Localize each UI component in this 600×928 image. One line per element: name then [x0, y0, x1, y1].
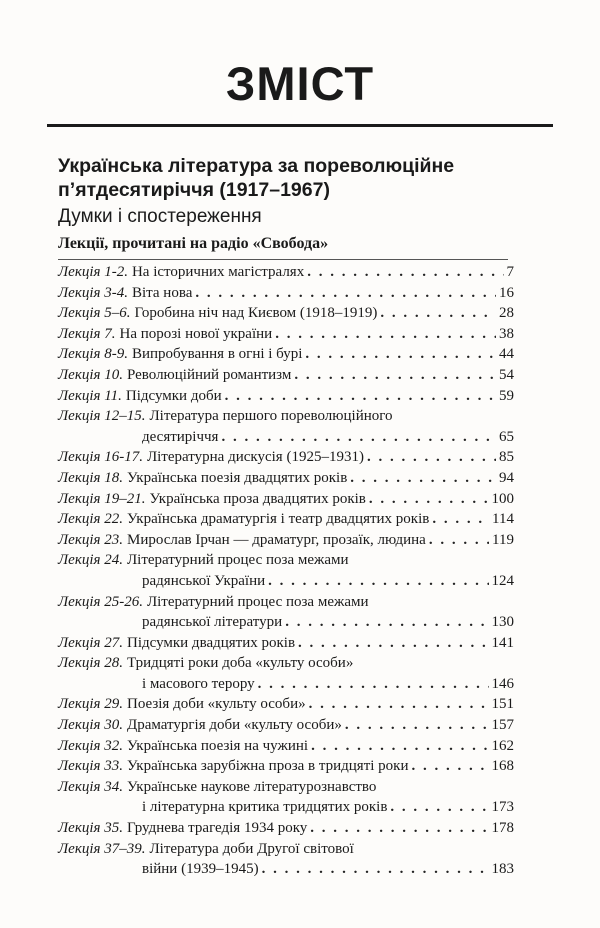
entry-title: Українське наукове літературознавство: [126, 778, 377, 795]
page-number: 59: [499, 387, 514, 404]
lecture-label: Лекція 28.: [58, 655, 123, 672]
lecture-label: Лекція 33.: [58, 758, 123, 775]
toc-entry: [58, 324, 514, 345]
toc-entry: [58, 818, 514, 839]
lecture-label: Лекція 23.: [58, 531, 123, 548]
dot-leader: [369, 489, 489, 510]
page-number: 54: [499, 366, 514, 383]
page-number: 173: [491, 799, 514, 816]
toc-entry: [58, 633, 514, 654]
lecture-label: Лекція 27.: [58, 634, 123, 651]
toc-entry: [58, 694, 514, 715]
toc-entry: [58, 303, 514, 324]
entry-title: Літературний процес поза межами: [146, 593, 369, 610]
entry-title-continuation: і літературна критика тридцятих років: [142, 799, 388, 816]
lecture-label: Лекція 22.: [58, 511, 123, 528]
page-number: 85: [499, 449, 514, 466]
dot-leader: [225, 386, 496, 407]
page-number: 65: [499, 428, 514, 445]
entry-title: Літературний процес поза межами: [126, 552, 349, 569]
entry-title: Революційний романтизм: [126, 366, 292, 383]
lecture-label: Лекція 18.: [58, 469, 123, 486]
entry-title-continuation: війни (1939–1945): [142, 861, 259, 878]
dot-leader: [262, 859, 489, 880]
lecture-label: Лекція 8-9.: [58, 346, 128, 363]
entry-title: На порозі нової україни: [119, 325, 273, 342]
toc-entry: [58, 550, 514, 571]
dot-leader: [307, 262, 503, 283]
toc-entry: [58, 365, 514, 386]
toc-entry: [58, 262, 514, 283]
lecture-label: Лекція 19–21.: [58, 490, 146, 507]
entry-title-continuation: радянської України: [142, 572, 266, 589]
dot-leader: [258, 674, 489, 695]
entry-title: Українська поезія двадцятих років: [126, 469, 348, 486]
page-number: 44: [499, 346, 514, 363]
entry-title: Горобина ніч над Києвом (1918–1919): [134, 305, 378, 322]
page-number: 38: [499, 325, 514, 342]
page-number: 94: [499, 469, 514, 486]
book-title-line-2: п’ятдесятиріччя (1917–1967): [58, 179, 330, 201]
entry-title: Літературна дискусія (1925–1931): [146, 449, 364, 466]
toc-entry: [58, 489, 514, 510]
toc-entry-continuation: [58, 427, 514, 448]
entry-title: Тридцяті роки доба «культу особи»: [126, 655, 354, 672]
toc-entry: [58, 756, 514, 777]
dot-leader: [429, 530, 489, 551]
toc-entry: [58, 386, 514, 407]
dot-leader: [294, 365, 496, 386]
page-number: 162: [491, 737, 514, 754]
toc-entry: [58, 406, 514, 427]
entry-title: Драматургія доби «культу особи»: [126, 717, 342, 734]
lecture-label: Лекція 34.: [58, 778, 123, 795]
toc-entry: [58, 736, 514, 757]
page-number: 130: [491, 614, 514, 631]
page-number: 114: [492, 511, 514, 528]
lecture-label: Лекція 12–15.: [58, 408, 146, 425]
page-number: 146: [491, 675, 514, 692]
page-number: 178: [491, 820, 514, 837]
dot-leader: [411, 756, 488, 777]
dot-leader: [345, 715, 489, 736]
lecture-label: Лекція 1-2.: [58, 264, 128, 280]
lecture-label: Лекція 16-17.: [58, 449, 143, 466]
page-heading: ЗМІСТ: [225, 57, 375, 110]
page-number: 141: [491, 634, 514, 651]
page-number: 28: [499, 305, 514, 322]
lecture-label: Лекція 5–6.: [58, 305, 131, 322]
page-number: 151: [491, 696, 514, 713]
entry-title: На історичних магістралях: [131, 264, 305, 280]
lecture-label: Лекція 30.: [58, 717, 123, 734]
entry-title: Українська поезія на чужині: [126, 737, 309, 754]
entry-title: Підсумки доби: [125, 387, 222, 404]
lectures-note: Лекції, прочитані на радіо «Свобода»: [58, 235, 329, 252]
dot-leader: [268, 571, 488, 592]
toc-entry: [58, 283, 514, 304]
toc-entry: [58, 509, 514, 530]
lecture-label: Лекція 29.: [58, 696, 123, 713]
dot-leader: [195, 283, 496, 304]
entry-title-continuation: радянської літератури: [142, 614, 283, 631]
toc-entry-continuation: [58, 612, 514, 633]
heading-rule: [47, 124, 553, 127]
lecture-label: Лекція 7.: [58, 325, 116, 342]
dot-leader: [367, 447, 496, 468]
entry-title-continuation: десятиріччя: [142, 428, 219, 445]
entry-title: Українська зарубіжна проза в тридцяті роки: [126, 758, 409, 775]
entry-title: Випробування в огні і бурі: [131, 346, 303, 363]
entry-title: Підсумки двадцятих років: [126, 634, 296, 651]
lecture-label: Лекція 10.: [58, 366, 123, 383]
section-rule: [58, 259, 508, 260]
toc-entry: [58, 447, 514, 468]
entry-title: Поезія доби «культу особи»: [126, 696, 306, 713]
toc-entry: [58, 344, 514, 365]
page-number: 119: [492, 531, 514, 548]
dot-leader: [221, 427, 496, 448]
entry-title-continuation: і масового терору: [142, 675, 255, 692]
toc-entry: [58, 715, 514, 736]
toc-entry-continuation: [58, 571, 514, 592]
page-number: 183: [491, 861, 514, 878]
dot-leader: [380, 303, 496, 324]
toc-entry: [58, 530, 514, 551]
dot-leader: [305, 344, 496, 365]
toc-entry: [58, 777, 514, 798]
lecture-label: Лекція 11.: [58, 387, 122, 404]
book-subtitle: Думки і спостереження: [58, 206, 262, 227]
lecture-label: Лекція 3-4.: [58, 284, 128, 301]
dot-leader: [390, 797, 488, 818]
toc-entry: [58, 468, 514, 489]
dot-leader: [311, 736, 488, 757]
toc-entry-continuation: [58, 797, 514, 818]
lecture-label: Лекція 24.: [58, 552, 123, 569]
page-number: 168: [491, 758, 514, 775]
dot-leader: [298, 633, 488, 654]
lecture-label: Лекція 32.: [58, 737, 123, 754]
entry-title: Мирослав Ірчан — драматург, прозаїк, людина: [126, 531, 426, 548]
page-number: 16: [499, 284, 514, 301]
page-number: 157: [491, 717, 514, 734]
entry-title: Груднева трагедія 1934 року: [126, 820, 308, 837]
toc-entry: [58, 592, 514, 613]
dot-leader: [350, 468, 496, 489]
dot-leader: [309, 694, 489, 715]
dot-leader: [285, 612, 488, 633]
entry-title: Література першого пореволюційного: [149, 408, 393, 425]
lecture-label: Лекція 37–39.: [58, 840, 146, 857]
page-number: 100: [491, 490, 514, 507]
toc-entry: [58, 839, 514, 860]
page-number: 124: [491, 572, 514, 589]
entry-title: Українська проза двадцятих років: [149, 490, 366, 507]
lecture-label: Лекція 25-26.: [58, 593, 143, 610]
lecture-label: Лекція 35.: [58, 820, 123, 837]
page-number: 7: [506, 264, 514, 280]
book-title-line-1: Українська література за пореволюційне: [58, 155, 455, 177]
entry-title: Література доби Другої світової: [149, 840, 354, 857]
toc-entry-continuation: [58, 859, 514, 880]
toc-entry: [58, 653, 514, 674]
dot-leader: [275, 324, 496, 345]
entry-title: Українська драматургія і театр двадцятих років: [126, 511, 430, 528]
dot-leader: [310, 818, 488, 839]
entry-title: Віта нова: [131, 284, 193, 301]
toc-entry-continuation: [58, 674, 514, 695]
dot-leader: [432, 509, 489, 530]
table-of-contents: [58, 262, 514, 880]
